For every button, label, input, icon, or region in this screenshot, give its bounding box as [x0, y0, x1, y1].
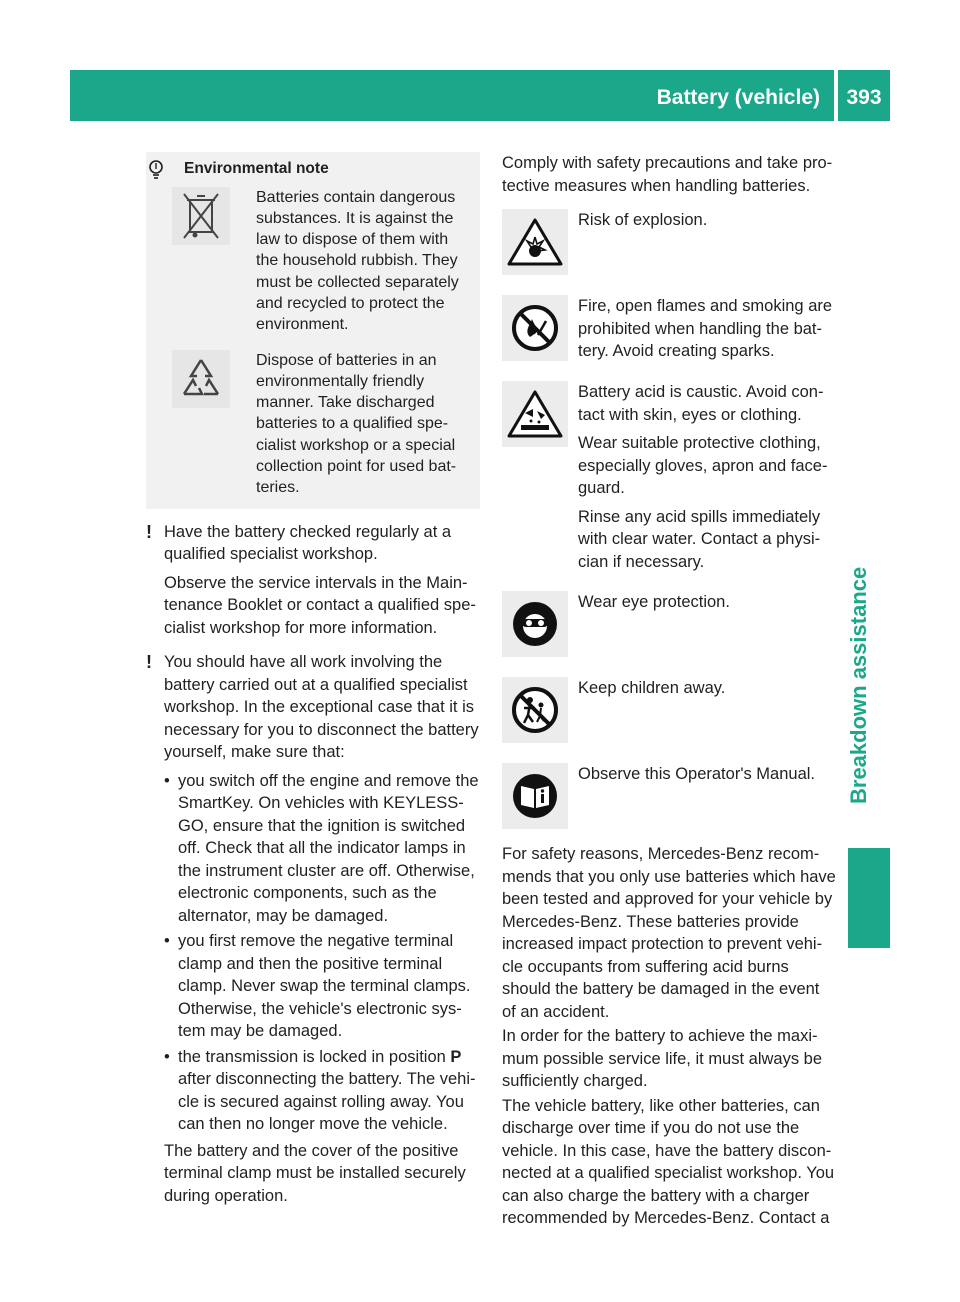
left-column: [146, 152, 480, 1213]
explosion-warning-icon: [507, 217, 563, 267]
env-icon-box: [172, 350, 230, 408]
intro-text: Comply with safety precautions and take pro-tective measures when handling batteries.: [502, 154, 833, 195]
warning-mark: !: [146, 652, 152, 673]
side-tab: [838, 121, 890, 810]
warning-block: [146, 521, 480, 640]
symbol-line: Battery acid is caustic. Avoid con-tact with skin, eyes or clothing.: [578, 383, 824, 424]
safety-symbol-row: [502, 295, 836, 369]
symbol-line: Rinse any acid spills immediately with clear water. Contact a physi-cian if necessary.: [578, 507, 821, 571]
crossed-bin-icon: [179, 190, 223, 242]
symbol-icon-box: [502, 763, 568, 829]
environmental-note-title: Environmental note: [184, 160, 329, 177]
env-icon-box: [172, 187, 230, 245]
symbol-line: Risk of explosion.: [578, 211, 708, 229]
page-title: Battery (vehicle): [656, 86, 820, 109]
safety-symbol-row: [502, 209, 836, 283]
symbol-icon-box: [502, 591, 568, 657]
symbol-line: Wear eye protection.: [578, 593, 730, 611]
side-tab-marker: [848, 848, 890, 948]
recycle-icon: [176, 354, 226, 404]
body-paragraph: The vehicle battery, like other batteries, can discharge over time if you do not use the vehicle. In this case, have the battery discon-nected at a qualified specialist workshop. You can also charge the battery with a charger recommended by Mercedes-Benz. Contact a: [502, 1096, 835, 1227]
corrosive-warning-icon: [507, 389, 563, 439]
safety-symbol-row: [502, 591, 836, 665]
eye-protection-icon: [510, 599, 560, 649]
environmental-item: [148, 187, 470, 336]
list-item: • you first remove the negative terminal clamp and then the positive terminal clamp. Never swap the terminal clamps. Otherwise, the vehicle's electronic sys-tem may be damaged.: [164, 930, 480, 1043]
safety-symbol-row: [502, 381, 836, 579]
symbol-text: [578, 763, 815, 837]
symbol-text: [578, 677, 725, 751]
environmental-item-text: Dispose of batteries in an environmentally friendly manner. Take discharged batteries to a qualified spe-cialist workshop or a special collection point for used bat-teries.: [256, 351, 457, 497]
side-tab-label: Breakdown assistance: [846, 566, 871, 804]
symbol-icon-box: [502, 209, 568, 275]
body-paragraph: In order for the battery to achieve the maxi-mum possible service life, it must always be sufficiently charged.: [502, 1027, 823, 1090]
manual-icon: [510, 771, 560, 821]
symbol-text: [578, 295, 836, 369]
gear-position: P: [450, 1047, 462, 1066]
symbol-text: [578, 591, 730, 665]
symbol-line: Wear suitable protective clothing, especially gloves, apron and face-guard.: [578, 434, 828, 497]
header-bar: [70, 70, 834, 121]
symbol-icon-box: [502, 381, 568, 447]
symbol-text: [578, 209, 707, 283]
warning-text: Have the battery checked regularly at a qualified specialist workshop.: [164, 522, 452, 564]
closing-text: The battery and the cover of the positive terminal clamp must be installed securely during operation.: [164, 1141, 466, 1205]
environmental-item: [148, 350, 470, 499]
warning-block: [146, 651, 480, 1207]
symbol-line: Observe this Operator's Manual.: [578, 765, 816, 783]
safety-symbol-row: [502, 677, 836, 751]
list-item: • you switch off the engine and remove the SmartKey. On vehicles with KEYLESS-GO, ensure that the ignition is switched off. Check that all the indicator lamps in the instrument cluster are off. Otherwise, electronic components, such as the alternator, may be damaged.: [164, 770, 480, 928]
keep-children-away-icon: [510, 685, 560, 735]
body-paragraph: For safety reasons, Mercedes-Benz recom-mends that you only use batteries which have been tested and approved for your vehicle by Mercedes-Benz. These batteries provide increased impact protection to prevent vehi-cle occupants from suffering acid burns should the battery be damaged in the event of an accident.: [502, 845, 836, 1021]
list-item: [164, 1046, 480, 1136]
warning-mark: !: [146, 521, 152, 542]
warning-text: You should have all work involving the battery carried out at a qualified specialist workshop. In the exceptional case that it is necessary for you to disconnect the battery yourself, make sure that:: [164, 653, 479, 762]
page-number-box: [838, 70, 890, 121]
no-fire-icon: [510, 303, 560, 353]
page-number: 393: [846, 86, 882, 109]
symbol-line: Fire, open flames and smoking are prohibited when handling the bat-tery. Avoid creating sparks.: [578, 297, 833, 360]
warning-text: Observe the service intervals in the Main-tenance Booklet or contact a qualified spe-cialist workshop for more information.: [164, 573, 476, 637]
environmental-note-header: [148, 158, 470, 181]
bullet-list: [164, 770, 480, 1136]
safety-symbol-row: [502, 763, 836, 837]
environmental-note: [146, 152, 480, 509]
list-item-text: after disconnecting the battery. The vehi-cle is secured against rolling away. You can then no longer move the vehicle.: [178, 1070, 476, 1134]
symbol-icon-box: [502, 677, 568, 743]
symbol-icon-box: [502, 295, 568, 361]
right-column: [502, 152, 836, 1232]
symbol-text: [578, 381, 836, 579]
lightbulb-icon: [146, 159, 166, 179]
symbol-line: Keep children away.: [578, 679, 726, 697]
environmental-item-text: Batteries contain dangerous substances. It is against the law to dispose of them with the household rubbish. They must be collected separately and recycled to protect the environment.: [256, 188, 459, 334]
list-item-text: the transmission is locked in position: [178, 1047, 446, 1066]
